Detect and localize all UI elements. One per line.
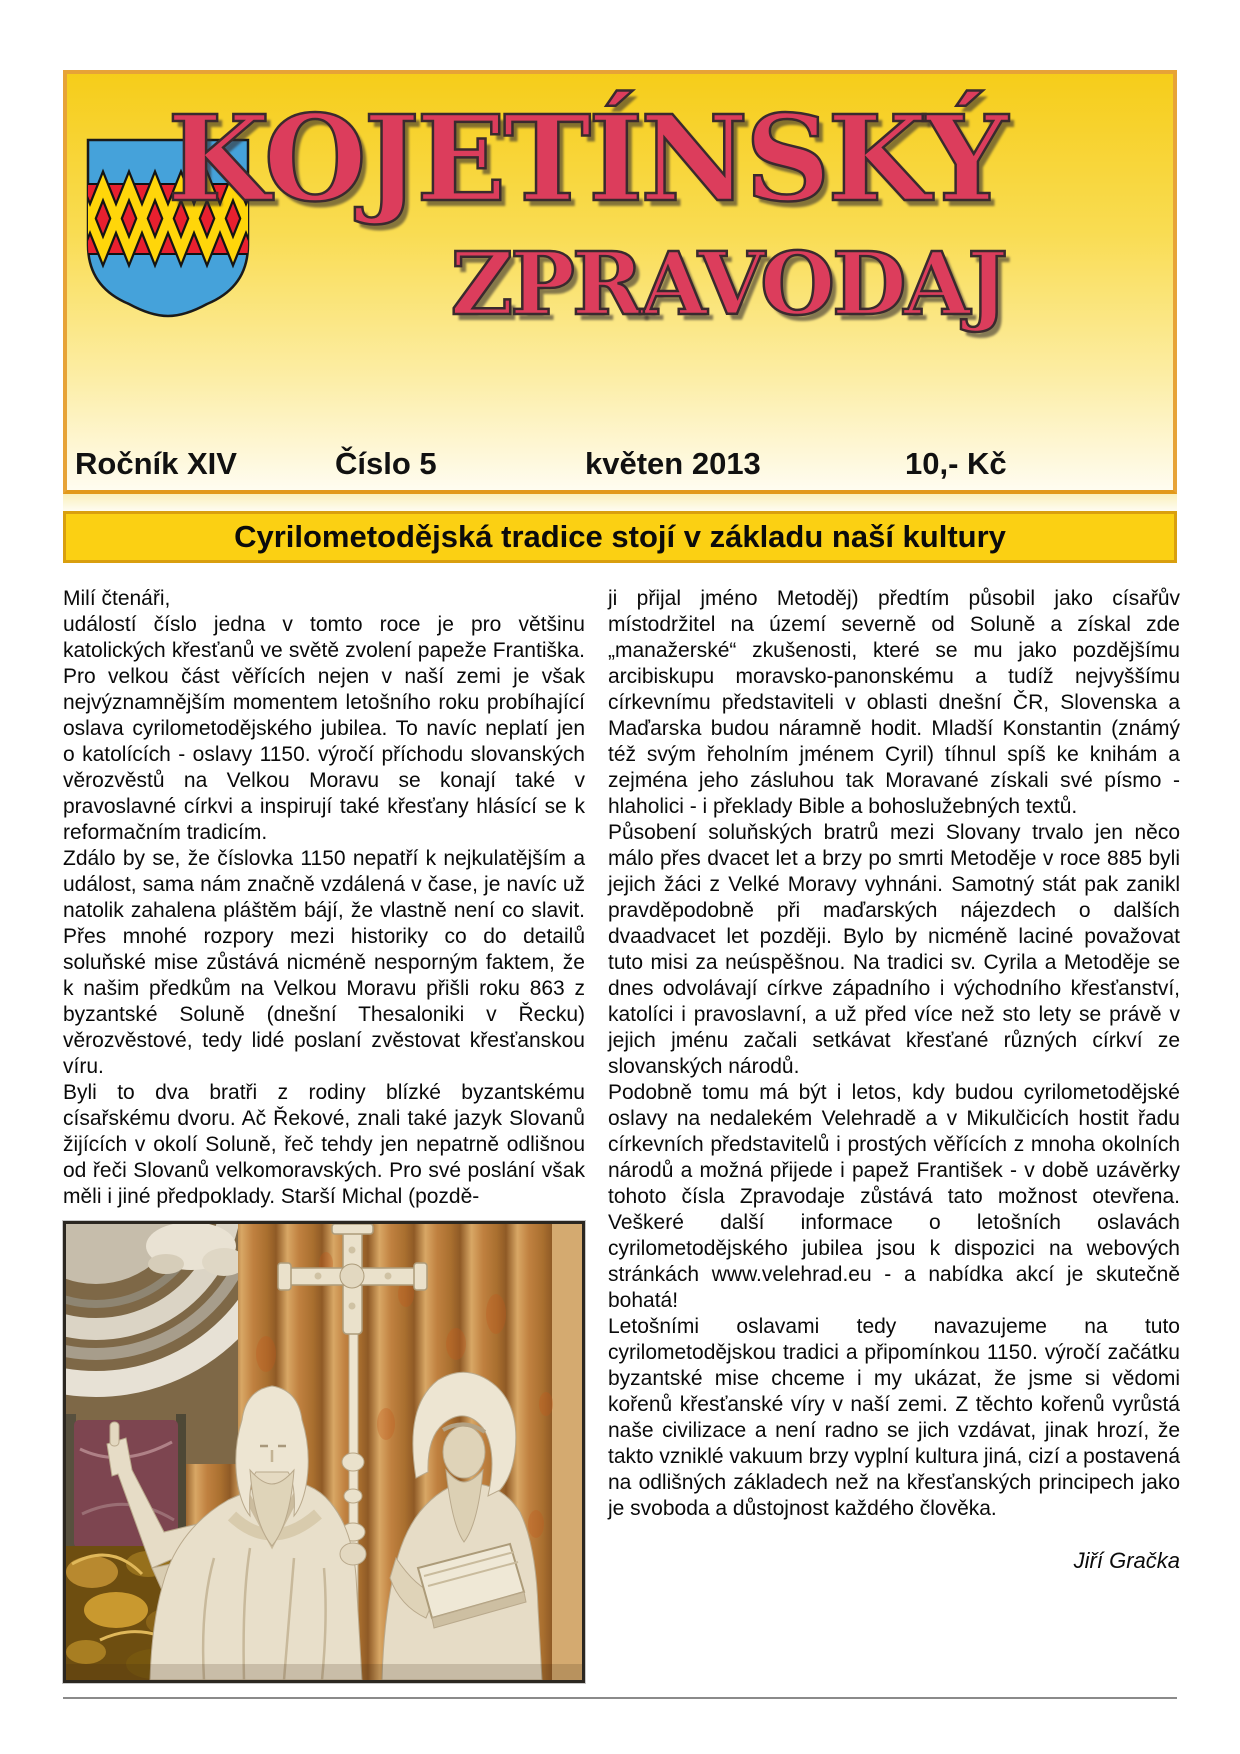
paragraph: Působení soluňských bratrů mezi Slovany trvalo jen něco málo přes dvacet let a brzy po smrti Metoděje v roce 885 byli jejich žáci z Velké Moravy vyhnáni. Samotný stát pak zanikl pravděpodobně při maďarských nájezdech o dalších dvaadvacet let později. Bylo by nicméně laciné považovat tuto misi za neúspěšnou. Na tradici sv. Cyrila a Metoděje se dnes odvolávají církve západního i východního křesťanství, katolíci i pravoslavní, a už před více než sto lety se právě v jejich jménu začali setkávat křesťané různých církví ze slovanských národů. xyxy=(608,821,1180,1078)
salutation: Milí čtenáři, xyxy=(63,587,171,610)
footer-divider xyxy=(63,1697,1177,1699)
headline-text: Cyrilometodějská tradice stojí v základu naší kultury xyxy=(234,519,1006,554)
paragraph: Podobně tomu má být i letos, kdy budou cyrilometodějské oslavy na nedalekém Velehradě a v Mikulčicích hostit řadu církevních představitelů i prostých věřících z mnoha okolních národů a možná přijede i papež František - v době uzávěrky tohoto čísla Zpravodaje zůstává tato možnost otevřena. Veškeré další informace o letošních oslavách cyrilometodějského jubilea jsou k dispozici na webových stránkách www.velehrad.eu - a nabídka akcí je skutečně bohatá! xyxy=(608,1081,1180,1312)
paragraph: událostí číslo jedna v tomto roce je pro většinu katolických křesťanů ve světě zvolení papeže Františka. Pro velkou část věřících nejen v naší zemi je však nejvýznamnějším momentem letošního roku probíhající oslava cyrilometodějského jubilea. To navíc neplatí jen o katolících - oslavy 1150. výročí příchodu slovanských věrozvěstů na Velkou Moravu se konají také v pravoslavné církvi a inspirují také křesťany hlásící se k reformačním tradicím. xyxy=(63,613,585,844)
masthead-banner-gap xyxy=(63,494,1177,511)
article-left-column xyxy=(63,586,585,1683)
headline-banner xyxy=(63,511,1177,563)
author-signature: Jiří Gračka xyxy=(1073,1548,1180,1573)
newsletter-title-line2: ZPRAVODAJ xyxy=(450,234,1005,335)
issue-meta-row xyxy=(67,446,1173,488)
paragraph: Zdálo by se, že číslovka 1150 nepatří k nejkulatějším a událost, sama nám značně vzdálená v čase, je navíc už natolik zahalena pláštěm bájí, že vlastně není co slavit. Přes mnohé rozpory mezi historiky co do detailů soluňské mise zůstává nicméně nesporným faktem, že k našim předkům na Velkou Moravu přišli roku 863 z byzantské Soluně (dnešní Thesaloniki v Řecku) věrozvěstové, tedy lidé poslaní zvěstovat křesťanskou víru. xyxy=(63,847,585,1078)
photo-cyril-methodius-statues xyxy=(63,1221,585,1683)
paragraph: Letošními oslavami tedy navazujeme na tuto cyrilometodějskou tradici a připomínkou 1150. výročí začátku byzantské mise chceme i my ukázat, že jsme si vědomi kořenů křesťanské víry v naší zemi. Z těchto kořenů vyrůstá naše civilizace a není radno se jich vzdávat, jinak hrozí, že takto vzniklé vakuum brzy vyplní kultura jiná, cizí a postavená na odlišných základech než na křesťanských principech jako je svoboda a důstojnost každého člověka. xyxy=(608,1315,1180,1520)
newsletter-title-line1: KOJETÍNSKÝ xyxy=(167,89,1005,228)
price-label: 10,- Kč xyxy=(905,446,1007,481)
issue-number-label: Číslo 5 xyxy=(335,446,437,481)
volume-label: Ročník XIV xyxy=(75,446,237,481)
paragraph: Byli to dva bratři z rodiny blízké byzantskému císařskému dvoru. Ač Řekové, znali také jazyk Slovanů žijících v okolí Soluně, řeč tehdy jen nepatrně odlišnou od řeči Slovanů velkomoravských. Pro své poslání však měli i jiné předpoklady. Starší Michal (pozdě- xyxy=(63,1081,585,1208)
issue-date-label: květen 2013 xyxy=(585,446,761,481)
masthead xyxy=(63,70,1177,494)
article-right-column xyxy=(608,586,1180,1574)
paragraph: ji přijal jméno Metoděj) předtím působil jako císařův místodržitel na území severně od Soluně a získal zde „manažerské“ zkušenosti, které se mu jako pozdějšímu arcibiskupu moravsko-panonskému a tudíž nejvyššímu církevnímu představiteli v oblasti dnešní ČR, Slovenska a Maďarska budou náramně hodit. Mladší Konstantin (známý též svým řeholním jménem Cyril) tíhnul spíš ke knihám a zejména jeho zásluhou tak Moravané získali své písmo - hlaholici - i překlady Bible a bohoslužebných textů. xyxy=(608,587,1180,818)
statues-illustration xyxy=(66,1224,582,1680)
